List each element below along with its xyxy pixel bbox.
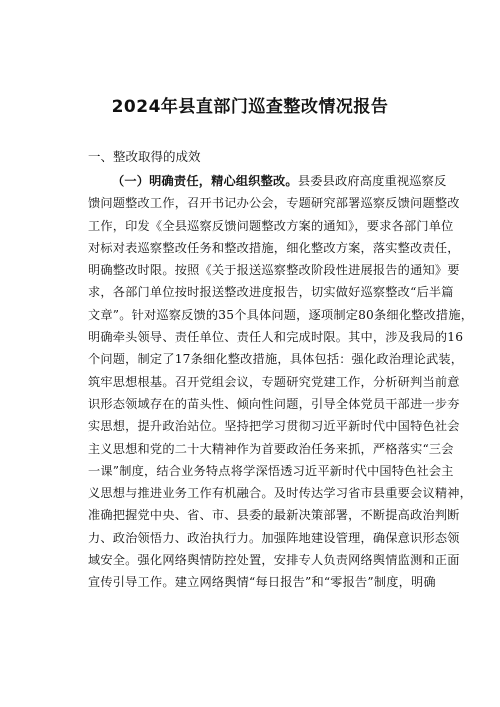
document-body <box>88 170 474 594</box>
body-line: 筑牢思想根基。召开党组会议，专题研究党建工作，分析研判当前意 <box>88 374 460 389</box>
body-line: 宣传引导工作。建立网络舆情“每日报告”和“零报告”制度，明确 <box>88 575 436 590</box>
body-line: 识形态领域存在的苗头性、倾向性问题，引导全体党员干部进一步夯 <box>88 396 460 411</box>
body-line: 义思想与推进业务工作有机融合。及时传达学习省市县重要会议精神， <box>88 486 473 501</box>
body-line: 个问题，制定了17条细化整改措施，具体包括：强化政治理论武装， <box>88 352 464 367</box>
body-line: 明确牵头领导、责任单位、责任人和完成时限。其中，涉及我局的16 <box>88 330 464 345</box>
body-line: 工作，印发《全县巡察反馈问题整改方案的通知》，要求各部门单位 <box>88 218 454 233</box>
paragraph-first-line <box>88 170 447 192</box>
body-line: 实思想，提升政治站位。坚持把学习贯彻习近平新时代中国特色社会 <box>88 419 460 434</box>
body-line: 主义思想和党的二十大精神作为首要政治任务来抓，严格落实“三会 <box>88 441 454 456</box>
document-title: 2024年县直部门巡查整改情况报告 <box>111 97 389 117</box>
body-line: 对标对表巡察整改任务和整改措施，细化整改方案，落实整改责任， <box>88 240 460 255</box>
body-line: 明确整改时限。按照《关于报送巡察整改阶段性进展报告的通知》要 <box>88 263 460 278</box>
subheading: （一）明确责任，精心组织整改。 <box>112 174 298 188</box>
body-text: 县委县政府高度重视巡察反 <box>297 174 447 188</box>
body-line: 域安全。强化网络舆情防控处置，安排专人负责网络舆情监测和正面 <box>88 553 460 568</box>
body-line: 求，各部门单位按时报送整改进度报告，切实做好巡察整改“后半篇 <box>88 285 454 300</box>
body-line: 馈问题整改工作，召开书记办公会，专题研究部署巡察反馈问题整改 <box>88 196 460 211</box>
body-line: 一课”制度，结合业务特点将学深悟透习近平新时代中国特色社会主 <box>88 463 454 478</box>
body-line: 准确把握党中央、省、市、县委的最新决策部署，不断提高政治判断 <box>88 508 460 523</box>
body-line: 文章”。针对巡察反馈的35个具体问题，逐项制定80条细化整改措施， <box>88 307 474 322</box>
body-line: 力、政治领悟力、政治执行力。加强阵地建设管理，确保意识形态领 <box>88 530 460 545</box>
section-heading: 一、整改取得的成效 <box>88 149 201 164</box>
